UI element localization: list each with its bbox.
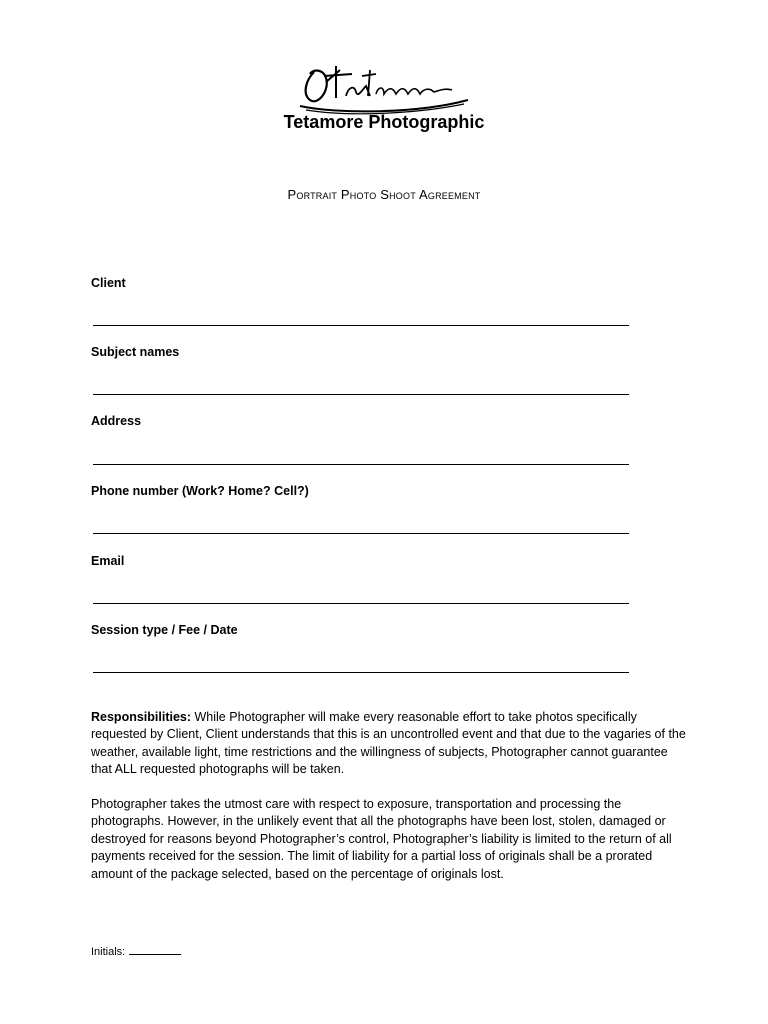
responsibilities-text: While Photographer will make every reasonable effort to take photos specifically requested by Client, Client understands that this is an uncontrolled event and that due to the vagaries of the weather, available light, time restrictions and the willingness of subjects, Photographer cannot guarantee that ALL requested photographs will be taken. [91, 710, 686, 777]
subject-names-label: Subject names [91, 345, 180, 359]
address-label: Address [91, 414, 142, 428]
subject-names-line[interactable] [93, 394, 629, 395]
phone-number-label: Phone number (Work? Home? Cell?) [91, 484, 309, 498]
email-line[interactable] [93, 603, 629, 604]
phone-number-line[interactable] [93, 533, 629, 534]
address-line[interactable] [93, 464, 629, 465]
email-label: Email [91, 554, 125, 568]
initials-field [91, 943, 181, 958]
initials-label: Initials: [91, 946, 126, 958]
session-type-label: Session type / Fee / Date [91, 623, 238, 637]
client-line[interactable] [93, 325, 629, 326]
session-type-line[interactable] [93, 672, 629, 673]
signature-logo [296, 60, 472, 118]
responsibilities-paragraph [91, 709, 691, 779]
client-label: Client [91, 276, 126, 290]
initials-line[interactable] [129, 943, 181, 955]
liability-paragraph: Photographer takes the utmost care with respect to exposure, transportation and processing the photographs. However, in the unlikely event that all the photographs have been lost, stolen, damaged or destroyed for reasons beyond Photographer’s control, Photographer’s liability is limited to the return of all payments received for the session. The limit of liability for a partial loss of originals shall be a prorated amount of the package selected, based on the percentage of originals lost. [91, 797, 672, 881]
responsibilities-lead: Responsibilities: [91, 710, 192, 724]
document-title: Portrait Photo Shoot Agreement [287, 187, 481, 202]
company-name: Tetamore Photographic [283, 112, 485, 132]
